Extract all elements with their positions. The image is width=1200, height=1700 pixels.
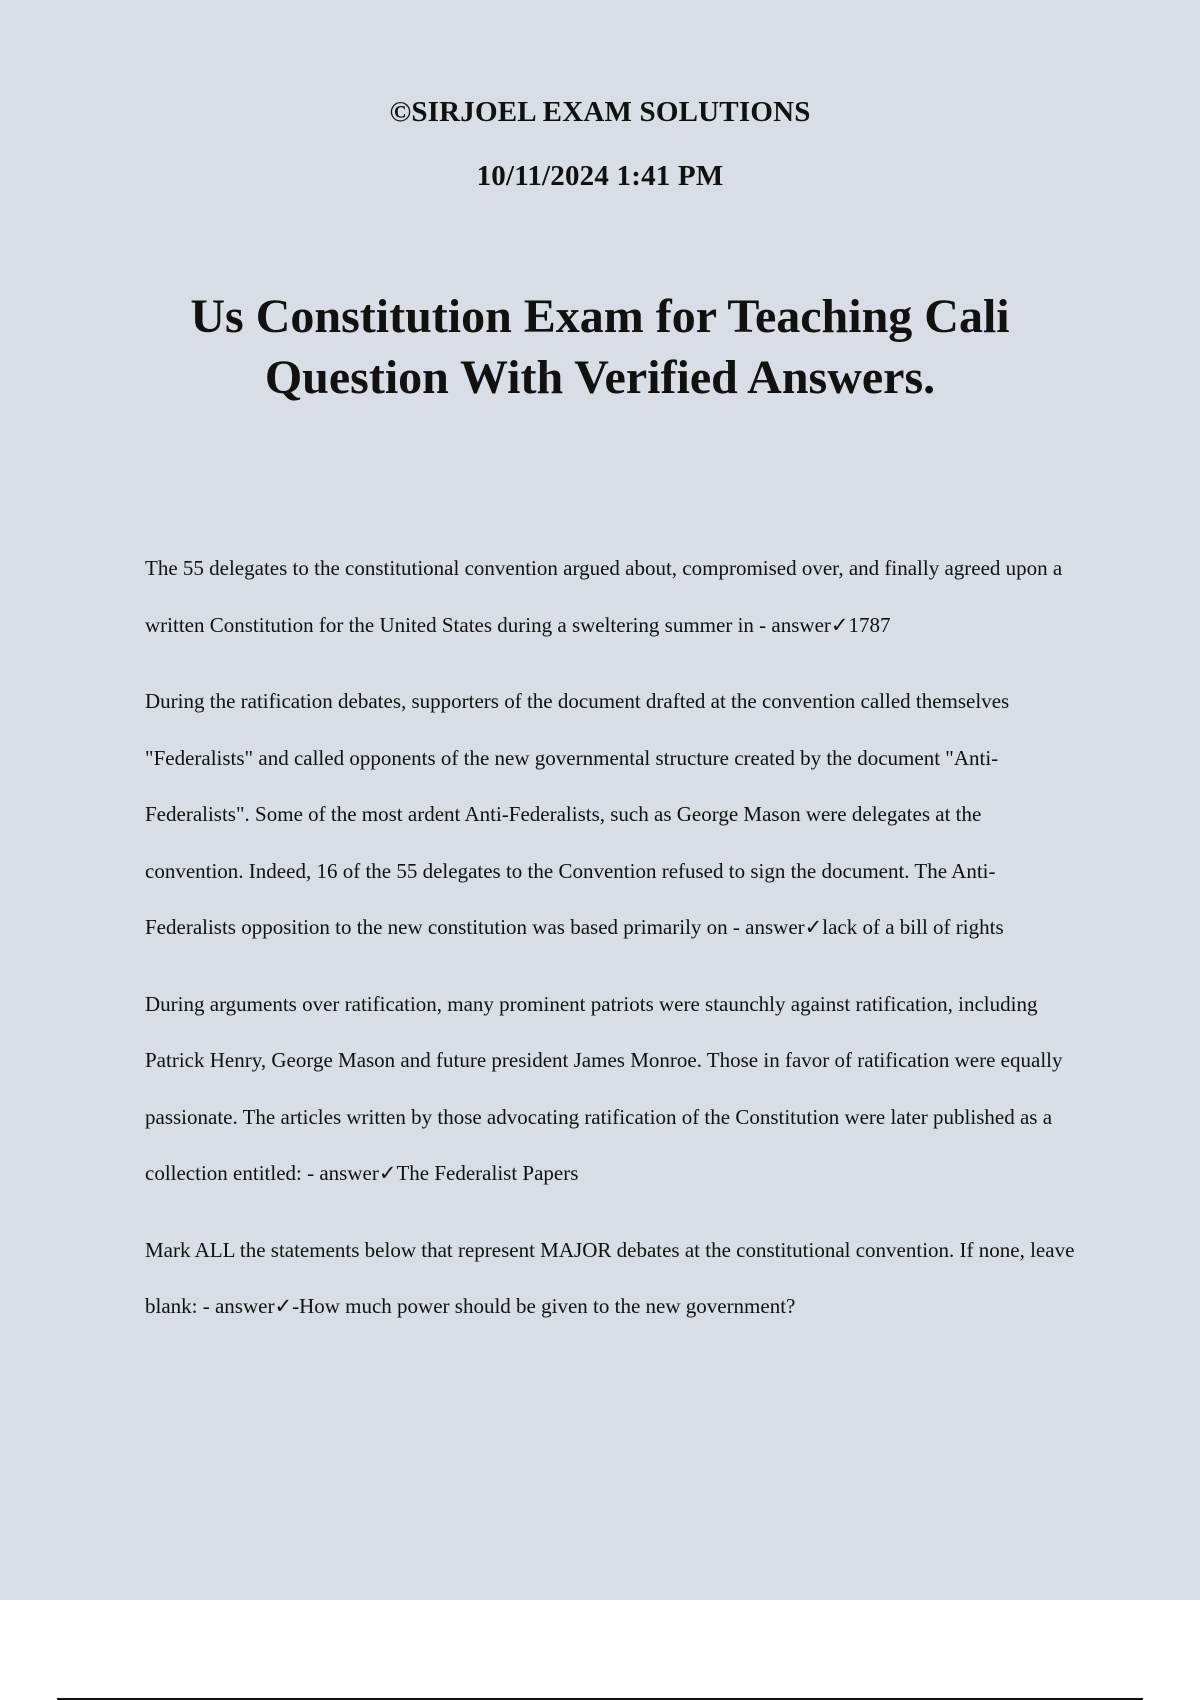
question-text: Mark ALL the statements below that represent MAJOR debates at the constitutional convention. If none, leave blank: - <box>145 1237 1075 1318</box>
check-icon: ✓ <box>274 1294 293 1318</box>
answer-text: -How much power should be given to the new government? <box>292 1294 796 1318</box>
check-icon: ✓ <box>804 915 823 939</box>
page-gap <box>0 1600 1200 1700</box>
qa-item <box>145 976 1085 1202</box>
question-list <box>145 540 1085 1355</box>
qa-item <box>145 540 1085 653</box>
answer-text: 1787 <box>848 612 891 637</box>
qa-item <box>145 1222 1085 1335</box>
answer-label: answer <box>214 1294 275 1318</box>
check-icon: ✓ <box>830 612 849 637</box>
answer-text: The Federalist Papers <box>396 1161 579 1185</box>
answer-label: answer <box>319 1161 379 1185</box>
answer-text: lack of a bill of rights <box>822 915 1004 939</box>
check-icon: ✓ <box>378 1161 397 1185</box>
question-text: The 55 delegates to the constitutional convention argued about, compromised over, and finally agreed upon a written Constitution for the United States during a sweltering summer in - <box>145 556 1063 637</box>
answer-label: answer <box>771 612 831 637</box>
question-text: During the ratification debates, supporters of the document drafted at the convention called themselves "Federalists" and called opponents of the new governmental structure created by the document "Anti-Federalists". Some of the most ardent Anti-Federalists, such as George Mason were delegates at the convention. Indeed, 16 of the 55 delegates to the Convention refused to sign the document. The Anti-Federalists opposition to the new constitution was based primarily on - <box>145 689 1010 939</box>
question-text: During arguments over ratification, many prominent patriots were staunchly against ratification, including Patrick Henry, George Mason and future president James Monroe. Those in favor of ratification were equally passionate. The articles written by those advocating ratification of the Constitution were later published as a collection entitled: - <box>145 991 1063 1185</box>
answer-label: answer <box>745 915 805 939</box>
document-datetime: 10/11/2024 1:41 PM <box>476 160 724 192</box>
qa-item <box>145 673 1085 956</box>
brand-header: ©SIRJOEL EXAM SOLUTIONS <box>389 96 811 128</box>
document-title: Us Constitution Exam for Teaching Cali Question With Verified Answers. <box>190 290 1010 404</box>
